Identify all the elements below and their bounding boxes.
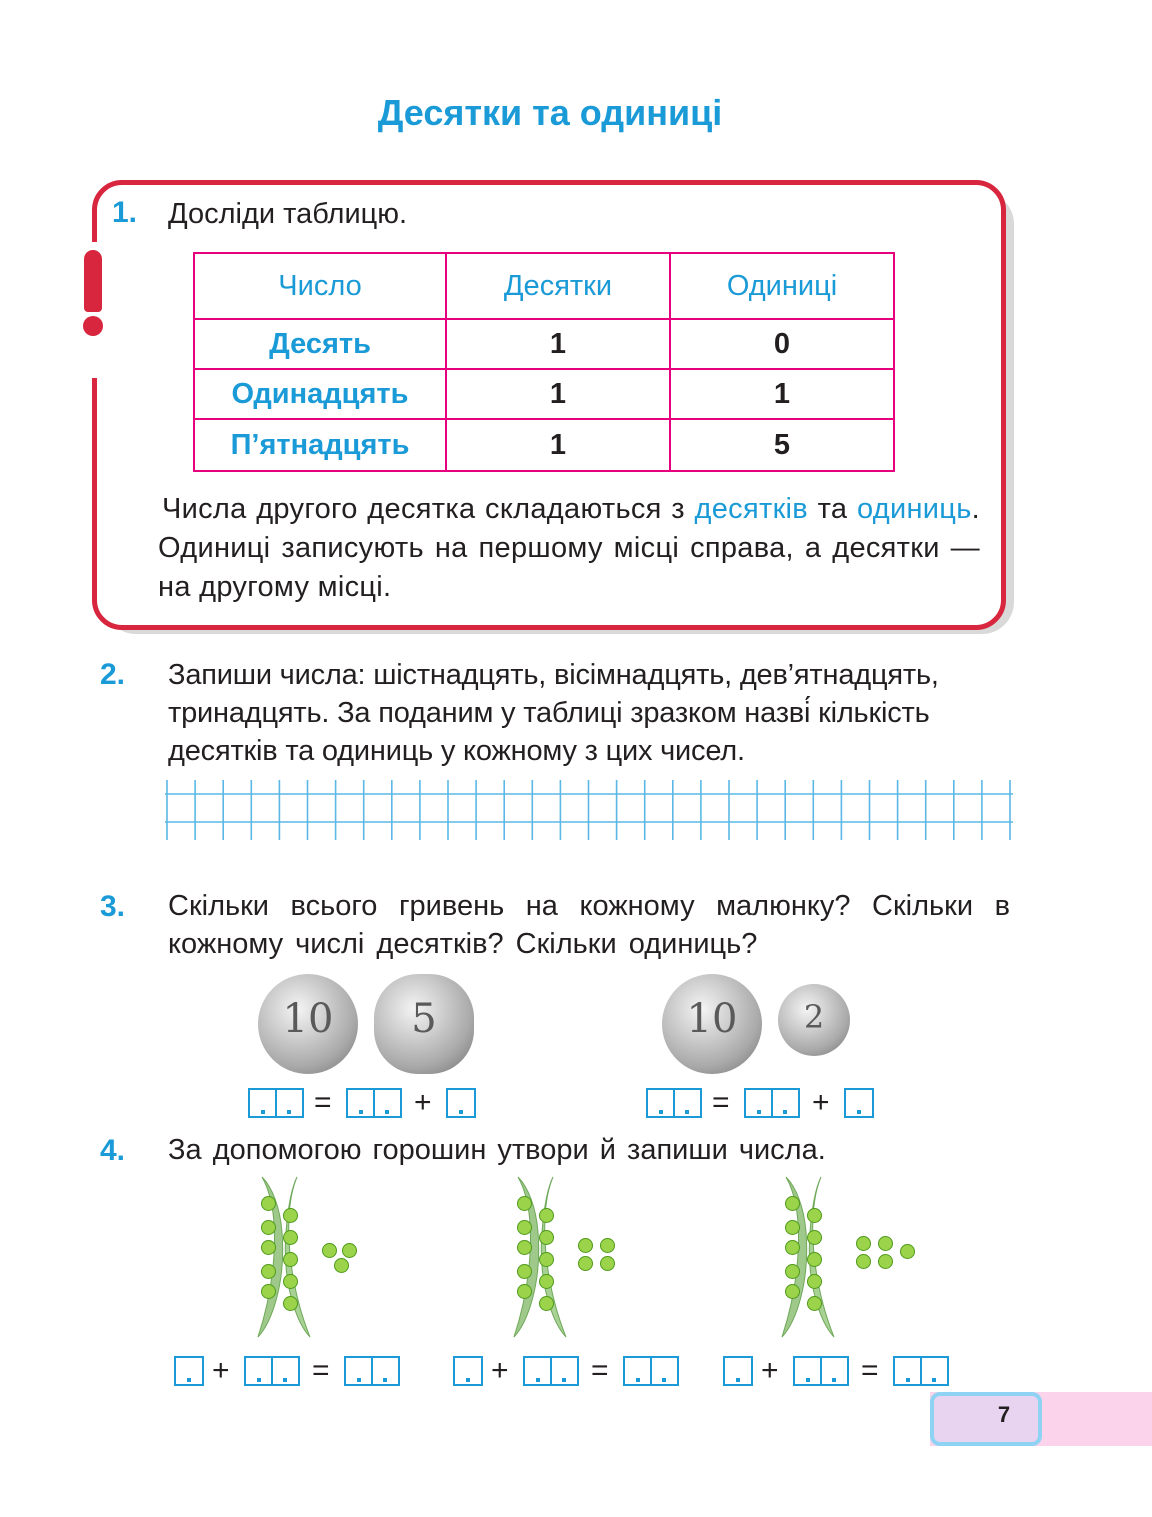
- pea-icon: [785, 1240, 800, 1255]
- one-digit-answer-box[interactable]: [174, 1356, 204, 1386]
- pea-icon: [261, 1284, 276, 1299]
- table-cell-tens: 1: [446, 319, 670, 369]
- pea-icon: [539, 1230, 554, 1245]
- pea-icon: [539, 1296, 554, 1311]
- coin-label: 2: [803, 998, 825, 1036]
- box-dot: [536, 1378, 540, 1382]
- rule-highlight-tens: десятків: [694, 493, 809, 525]
- two-digit-answer-box[interactable]: [623, 1356, 679, 1386]
- pea-icon: [261, 1196, 276, 1211]
- box-dot: [385, 1110, 389, 1114]
- two-digit-answer-box[interactable]: [248, 1088, 304, 1118]
- table-header-cell: Десятки: [446, 253, 670, 319]
- pea-icon: [283, 1296, 298, 1311]
- equals-sign: =: [712, 1086, 730, 1119]
- task-1-number: 1.: [112, 196, 138, 229]
- loose-pea-icon: [600, 1256, 615, 1271]
- two-digit-answer-box[interactable]: [893, 1356, 949, 1386]
- box-dot: [685, 1110, 689, 1114]
- equals-sign: =: [591, 1354, 609, 1387]
- two-digit-answer-box[interactable]: [346, 1088, 402, 1118]
- page-number: 7: [997, 1402, 1011, 1427]
- table-row: [194, 419, 894, 471]
- table-cell-name: П’ятнадцять: [194, 419, 446, 471]
- rule-text-part: . Одиниці записують на першому місці справа, а десятки — на другому місці.: [158, 493, 980, 603]
- table-cell-name: Десять: [194, 319, 446, 369]
- loose-pea-icon: [900, 1244, 915, 1259]
- box-dot: [287, 1110, 291, 1114]
- box-dot: [261, 1110, 265, 1114]
- pea-icon: [807, 1208, 822, 1223]
- two-digit-answer-box[interactable]: [344, 1356, 400, 1386]
- box-dot: [906, 1378, 910, 1382]
- table-cell-units: 0: [670, 319, 894, 369]
- pea-icon: [261, 1264, 276, 1279]
- pea-icon: [517, 1264, 532, 1279]
- coin-label: 10: [686, 996, 738, 1042]
- pea-icon: [517, 1196, 532, 1211]
- exclamation-dot-icon: [83, 316, 103, 336]
- table-row: [194, 369, 894, 419]
- box-dot: [932, 1378, 936, 1382]
- loose-pea-icon: [600, 1238, 615, 1253]
- coin-5-icon: [374, 974, 474, 1074]
- box-dot: [783, 1110, 787, 1114]
- two-digit-answer-box[interactable]: [646, 1088, 702, 1118]
- pea-icon: [807, 1252, 822, 1267]
- pea-icon: [517, 1240, 532, 1255]
- box-dot: [357, 1378, 361, 1382]
- one-digit-answer-box[interactable]: [453, 1356, 483, 1386]
- coin-10-icon: [258, 974, 358, 1074]
- box-divider: [920, 1358, 922, 1384]
- loose-pea-icon: [878, 1236, 893, 1251]
- pea-icon: [807, 1296, 822, 1311]
- loose-pea-icon: [878, 1254, 893, 1269]
- loose-pea-icon: [342, 1243, 357, 1258]
- pea-icon: [283, 1230, 298, 1245]
- coin-2-icon: [778, 984, 850, 1056]
- pea-icon: [785, 1284, 800, 1299]
- box-dot: [257, 1378, 261, 1382]
- pea-icon: [785, 1264, 800, 1279]
- box-dot: [466, 1378, 470, 1382]
- pea-icon: [539, 1208, 554, 1223]
- one-digit-answer-box[interactable]: [446, 1088, 476, 1118]
- plus-sign: +: [414, 1086, 432, 1119]
- pea-icon: [539, 1252, 554, 1267]
- pea-icon: [283, 1252, 298, 1267]
- loose-pea-icon: [578, 1256, 593, 1271]
- pea-icon: [785, 1196, 800, 1211]
- page-title: Десятки та одиниці: [377, 92, 723, 133]
- two-digit-answer-box[interactable]: [244, 1356, 300, 1386]
- pea-icon: [283, 1208, 298, 1223]
- box-dot: [662, 1378, 666, 1382]
- box-dot: [359, 1110, 363, 1114]
- task-1-text: Досліди таблицю.: [168, 198, 408, 230]
- rule-text: [158, 490, 980, 607]
- task-2-number: 2.: [100, 658, 126, 691]
- two-digit-answer-box[interactable]: [744, 1088, 800, 1118]
- box-divider: [673, 1090, 675, 1116]
- pea-icon: [261, 1220, 276, 1235]
- equals-sign: =: [861, 1354, 879, 1387]
- rule-text-part: Числа другого десятка складаються з: [162, 493, 695, 525]
- box-dot: [562, 1378, 566, 1382]
- box-divider: [271, 1358, 273, 1384]
- box-dot: [459, 1110, 463, 1114]
- equals-sign: =: [312, 1354, 330, 1387]
- box-dot: [659, 1110, 663, 1114]
- two-digit-answer-box[interactable]: [523, 1356, 579, 1386]
- box-dot: [757, 1110, 761, 1114]
- writing-grid[interactable]: [165, 780, 1013, 840]
- box-divider: [820, 1358, 822, 1384]
- table-cell-units: 1: [670, 369, 894, 419]
- table-row: [194, 319, 894, 369]
- loose-pea-icon: [856, 1254, 871, 1269]
- table-header-row: [194, 253, 894, 319]
- box-dot: [736, 1378, 740, 1382]
- table-header-cell: Одиниці: [670, 253, 894, 319]
- loose-pea-icon: [322, 1243, 337, 1258]
- rule-highlight-units: одиниць: [856, 493, 972, 525]
- plus-sign: +: [491, 1354, 509, 1387]
- tens-units-table: [193, 252, 895, 472]
- loose-pea-icon: [334, 1258, 349, 1273]
- box-dot: [857, 1110, 861, 1114]
- task-4-number: 4.: [100, 1134, 126, 1167]
- pea-icon: [283, 1274, 298, 1289]
- box-divider: [275, 1090, 277, 1116]
- task-4-text: За допомогою горошин утвори й запиши числа.: [168, 1134, 826, 1166]
- table-cell-name: Одинадцять: [194, 369, 446, 419]
- box-dot: [636, 1378, 640, 1382]
- equals-sign: =: [314, 1086, 332, 1119]
- box-dot: [283, 1378, 287, 1382]
- box-dot: [806, 1378, 810, 1382]
- pea-icon: [807, 1274, 822, 1289]
- box-dot: [187, 1378, 191, 1382]
- box-dot: [832, 1378, 836, 1382]
- pea-icon: [807, 1230, 822, 1245]
- exclamation-icon: [84, 250, 102, 312]
- box-divider: [371, 1358, 373, 1384]
- task-3-text: Скільки всього гривень на кожному малюнку? Скільки в кожному числі десятків? Скільки одиниць?: [168, 890, 1010, 960]
- plus-sign: +: [761, 1354, 779, 1387]
- two-digit-answer-box[interactable]: [793, 1356, 849, 1386]
- pea-icon: [261, 1240, 276, 1255]
- coin-label: 5: [411, 996, 437, 1042]
- pea-icon: [517, 1220, 532, 1235]
- box-divider: [650, 1358, 652, 1384]
- box-divider: [550, 1358, 552, 1384]
- table-cell-tens: 1: [446, 369, 670, 419]
- task-3-number: 3.: [100, 890, 126, 923]
- one-digit-answer-box[interactable]: [723, 1356, 753, 1386]
- coin-10-icon: [662, 974, 762, 1074]
- pea-icon: [517, 1284, 532, 1299]
- coin-label: 10: [282, 996, 334, 1042]
- table-cell-units: 5: [670, 419, 894, 471]
- table-cell-tens: 1: [446, 419, 670, 471]
- pea-icon: [785, 1220, 800, 1235]
- pea-icon: [539, 1274, 554, 1289]
- table-header-cell: Число: [194, 253, 446, 319]
- box-dot: [383, 1378, 387, 1382]
- task-2-text: Запиши числа: шістнадцять, вісімнадцять, дев’ятнадцять, тринадцять. За поданим у таблиці зразком назві́ кількість десятків та одиниць у кожному з цих чисел.: [168, 659, 939, 767]
- loose-pea-icon: [856, 1236, 871, 1251]
- box-divider: [771, 1090, 773, 1116]
- plus-sign: +: [812, 1086, 830, 1119]
- plus-sign: +: [212, 1354, 230, 1387]
- rule-text-part: та: [808, 493, 857, 525]
- box-divider: [373, 1090, 375, 1116]
- loose-pea-icon: [578, 1238, 593, 1253]
- one-digit-answer-box[interactable]: [844, 1088, 874, 1118]
